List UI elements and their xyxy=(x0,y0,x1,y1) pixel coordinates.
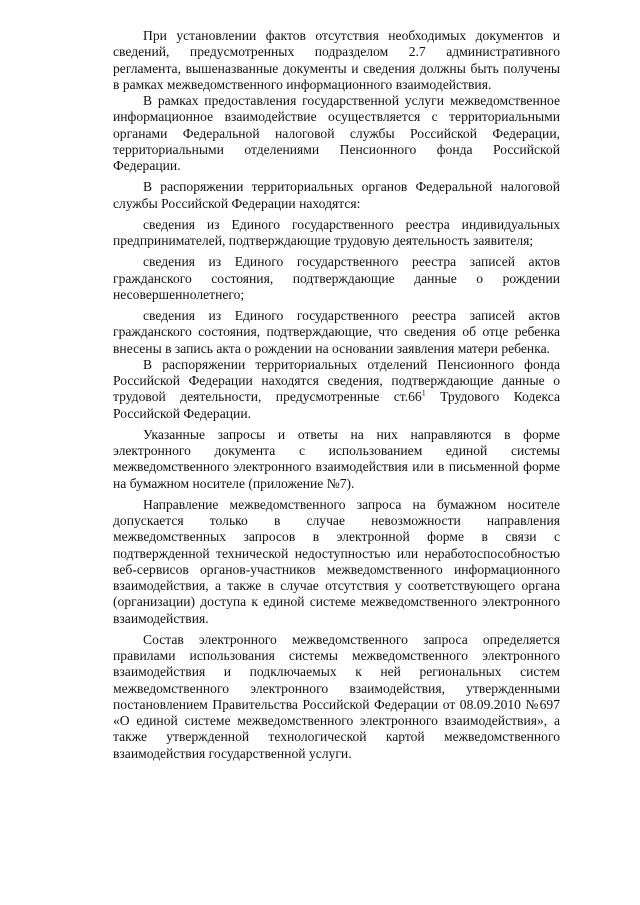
paragraph-7 xyxy=(113,357,560,422)
paragraph-3: В распоряжении территориальных органов Федеральной налоговой службы Российской Федерации находятся: xyxy=(113,179,560,211)
paragraph-8: Указанные запросы и ответы на них направляются в форме электронного документа с использованием единой системы межведомственного электронного взаимодействия или в письменной форме на бумажном носителе (приложение №7). xyxy=(113,426,560,491)
paragraph-6: сведения из Единого государственного реестра записей актов гражданского состояния, подтверждающие, что сведения об отце ребенка внесены в запись акта о рождении на основании заявления матери ребенка. xyxy=(113,308,560,356)
paragraph-4: сведения из Единого государственного реестра индивидуальных предпринимателей, подтверждающие трудовую деятельность заявителя; xyxy=(113,216,560,248)
paragraph-10: Состав электронного межведомственного запроса определяется правилами использования системы межведомственного электронного взаимодействия и подключаемых к ней региональных систем межведомственного электронного взаимодействия, утвержденными постановлением Правительства Российской Федерации от 08.09.2010 №697 «О единой системе межведомственного электронного взаимодействия», а также утвержденной технологической картой межведомственного взаимодействия государственной услуги. xyxy=(113,631,560,761)
paragraph-7-text: В распоряжении территориальных отделений Пенсионного фонда Российской Федерации находятся сведения, подтверждающие данные о трудовой деятельности, предусмотренные ст.66 xyxy=(113,356,560,405)
document-body xyxy=(113,28,560,762)
paragraph-7-text-end: Трудового Кодекса Российской Федерации. xyxy=(113,389,560,421)
paragraph-1: При установлении фактов отсутствия необходимых документов и сведений, предусмотренных подразделом 2.7 административного регламента, вышеназванные документы и сведения должны быть получены в рамках межведомственного информационного взаимодействия. xyxy=(113,28,560,92)
superscript-marker: 1 xyxy=(421,388,426,398)
paragraph-2: В рамках предоставления государственной услуги межведомственное информационное взаимодействие осуществляется с территориальными органами Федеральной налоговой службы Российской Федерации, территориальными отделениями Пенсионного фонда Российской Федерации. xyxy=(113,93,560,173)
paragraph-5: сведения из Единого государственного реестра записей актов гражданского состояния, подтверждающие данные о рождении несовершеннолетнего; xyxy=(113,254,560,302)
paragraph-9: Направление межведомственного запроса на бумажном носителе допускается только в случае невозможности направления межведомственных запросов в электронной форме в связи с подтвержденной технической недоступностью или неработоспособностью веб-сервисов органов-участников межведомственного информационного взаимодействия, а также в случае отсутствия у соответствующего органа (организации) доступа к единой системе межведомственного электронного взаимодействия. xyxy=(113,496,560,626)
